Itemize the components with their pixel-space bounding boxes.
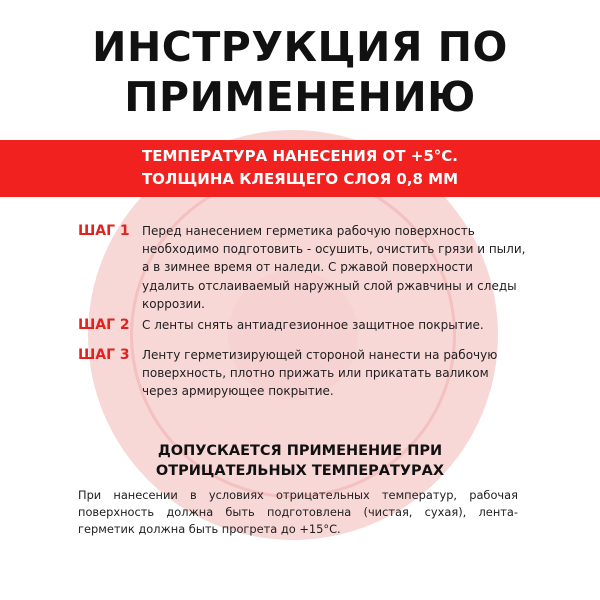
step-2-text: С ленты снять антиадгезионное защитное покрытие. [142,318,484,332]
step-2-label: ШАГ 2 [78,317,130,333]
negative-temperature-heading-line-2: ОТРИЦАТЕЛЬНЫХ ТЕМПЕРАТУРАХ [155,463,445,479]
page-title-line-2: ПРИМЕНЕНИЮ [124,73,476,121]
banner-line-1: ТЕМПЕРАТУРА НАНЕСЕНИЯ ОТ +5°С. [142,147,458,165]
step-3-label: ШАГ 3 [78,347,130,363]
negative-temperature-text: При нанесении в условиях отрицательных температур, рабочая поверхность должна быть подготовлена (чистая, сухая), лента-герметик должна быть прогрета до +15°С. [78,488,518,536]
step-3-text: Ленту герметизирующей стороной нанести на рабочую поверхность, плотно прижать или прикатать валиком через армирующее покрытие. [142,348,498,399]
negative-temperature-heading [0,441,600,481]
banner-line-2: ТОЛЩИНА КЛЕЯЩЕГО СЛОЯ 0,8 ММ [141,170,459,188]
page-title [0,22,600,122]
page-title-line-1: ИНСТРУКЦИЯ ПО [92,23,508,71]
step-1-text: Перед нанесением герметика рабочую поверхность необходимо подготовить - осушить, очистить грязи и пыли, а в зимнее время от наледи. С ржавой поверхности удалить отслаиваемый наружный слой ржавчины и следы коррозии. [142,224,526,311]
negative-temperature-heading-line-1: ДОПУСКАЕТСЯ ПРИМЕНЕНИЕ ПРИ [157,443,443,459]
temperature-banner [0,140,600,197]
step-1-label: ШАГ 1 [78,223,130,239]
